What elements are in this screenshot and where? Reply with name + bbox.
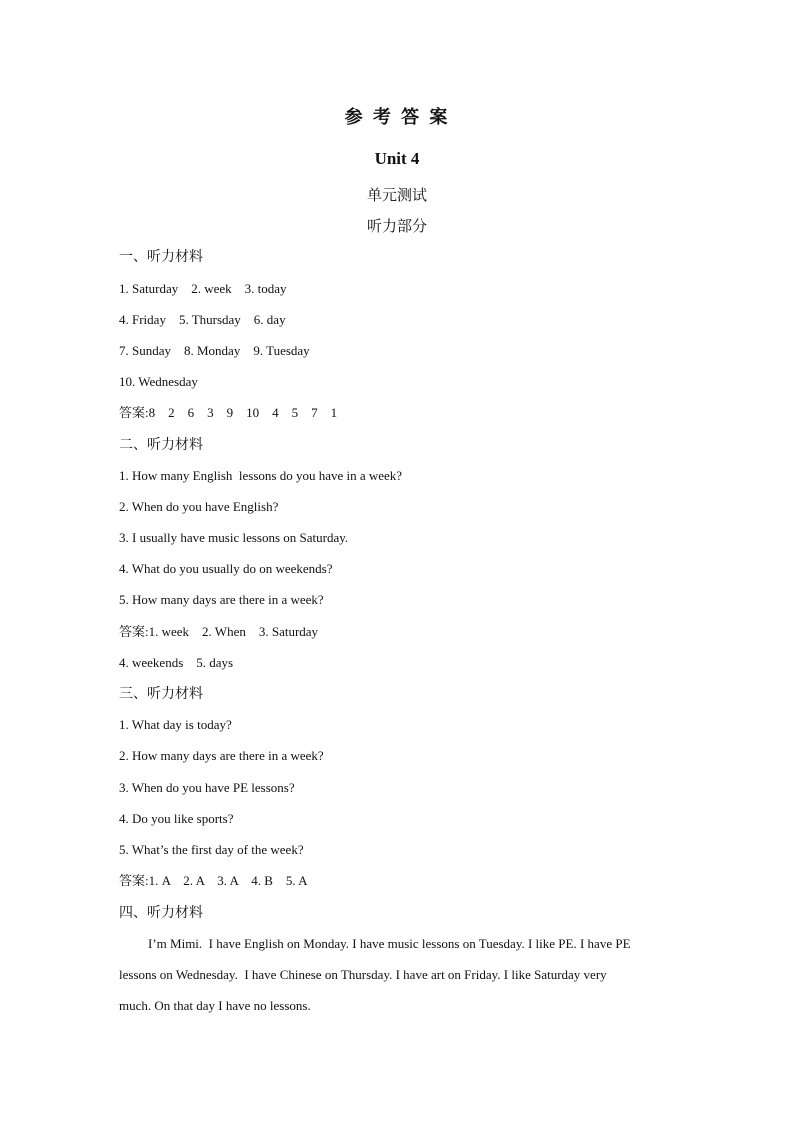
section-title: 听力部分 [366,217,427,235]
answer-line: 答案:8 2 6 3 9 10 4 5 7 1 [119,405,338,420]
material-line: 4. What do you usually do on weekends? [119,561,333,576]
material-line: 3. When do you have PE lessons? [119,780,295,795]
material-line: 7. Sunday 8. Monday 9. Tuesday [119,343,310,358]
part-heading: 一、听力材料 [119,249,203,265]
material-line: 1. Saturday 2. week 3. today [119,281,287,296]
answer-line: 答案:1. A 2. A 3. A 4. B 5. A [119,873,308,888]
material-line: 3. I usually have music lessons on Saturday. [119,530,349,545]
paragraph-line: much. On that day I have no lessons. [119,998,311,1013]
paragraph-line: lessons on Wednesday. I have Chinese on Thursday. I have art on Friday. I like Saturday very [119,967,607,982]
material-line: 2. When do you have English? [119,499,279,514]
paragraph-line: I’m Mimi. I have English on Monday. I have music lessons on Tuesday. I like PE. I have PE [148,936,631,951]
test-subtitle: 单元测试 [366,186,427,204]
material-line: 4. Do you like sports? [119,811,234,826]
answer-line: 答案:1. week 2. When 3. Saturday [119,624,319,639]
part-heading: 四、听力材料 [119,905,203,921]
answer-line: 4. weekends 5. days [119,655,234,670]
part-heading: 二、听力材料 [119,437,203,453]
material-line: 5. What’s the first day of the week? [119,842,304,857]
material-line: 1. What day is today? [119,717,232,732]
unit-title: Unit 4 [374,149,420,168]
page-title: 参 考 答 案 [344,107,450,128]
material-line: 5. How many days are there in a week? [119,592,324,607]
material-line: 1. How many English lessons do you have in a week? [119,468,403,483]
material-line: 2. How many days are there in a week? [119,748,324,763]
part-heading: 三、听力材料 [119,686,203,702]
material-line: 4. Friday 5. Thursday 6. day [119,312,286,327]
material-line: 10. Wednesday [119,374,198,389]
